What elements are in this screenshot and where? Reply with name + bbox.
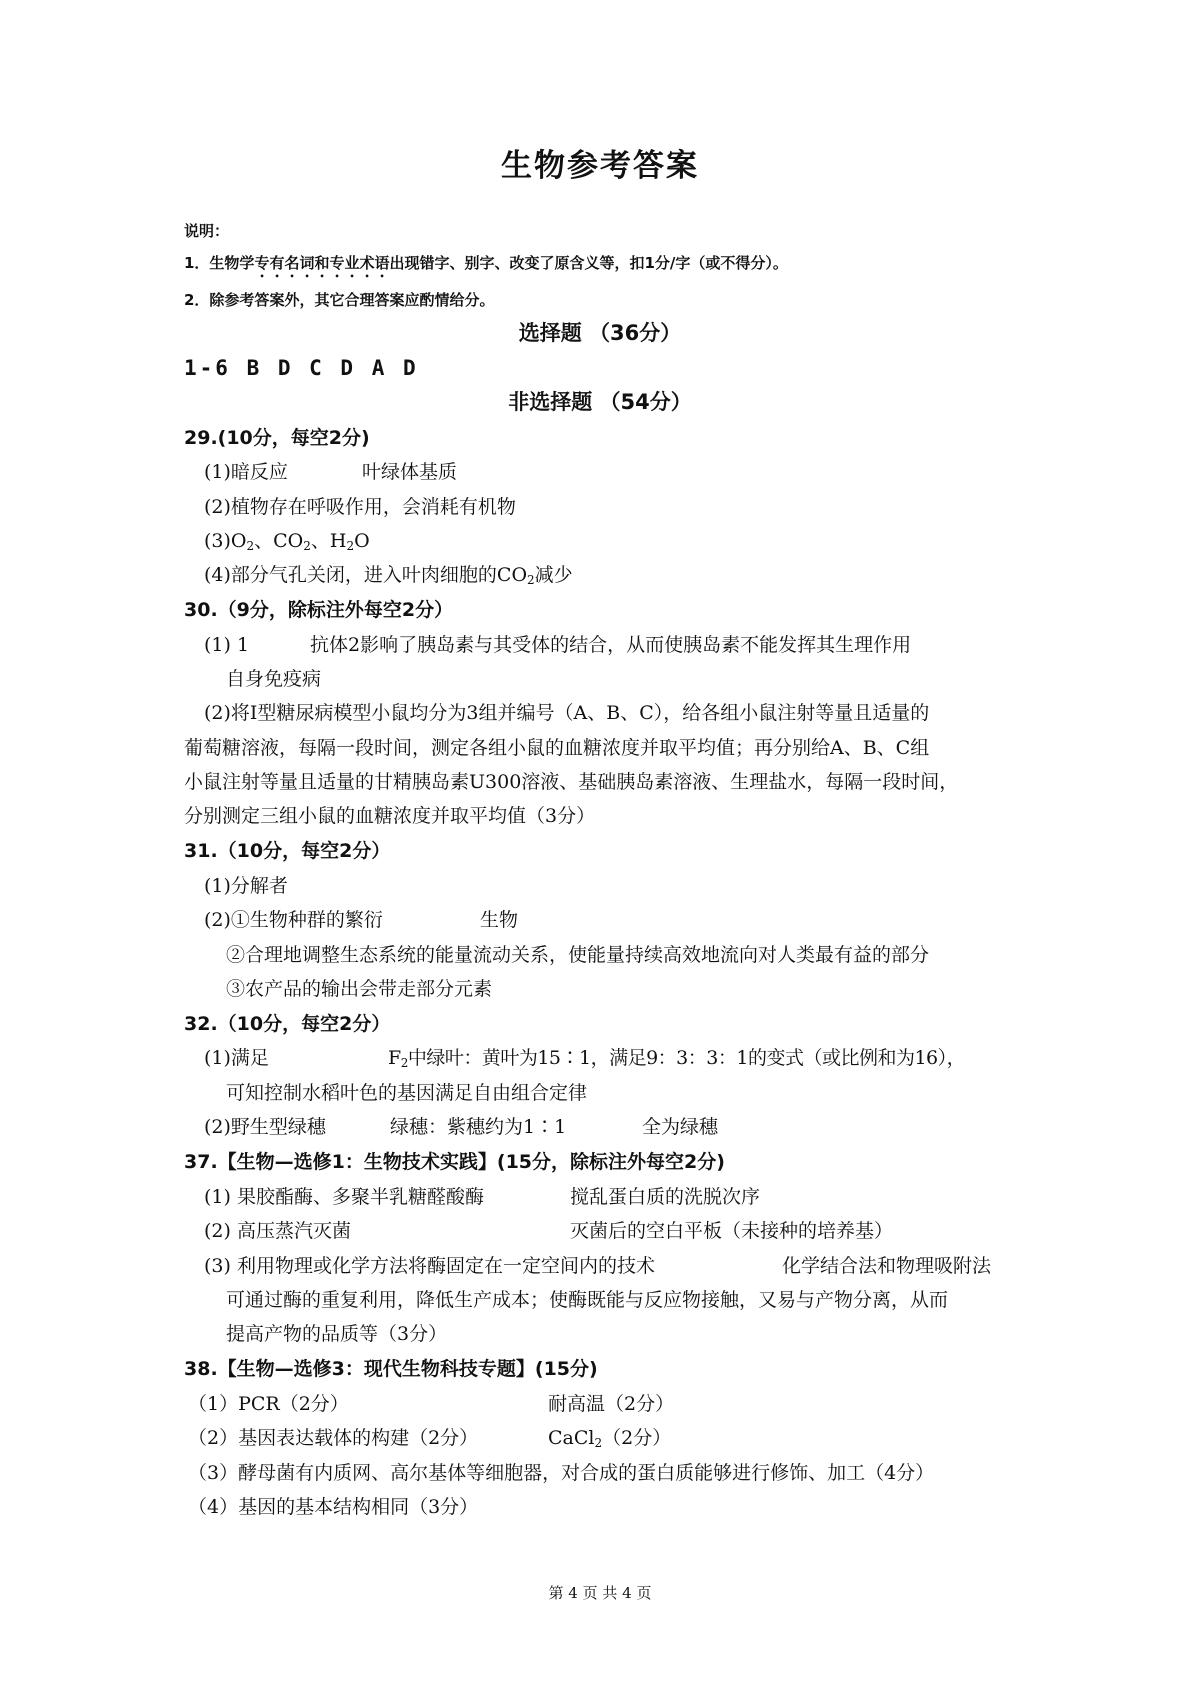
nonchoice-heading: 非选择题 （54分） <box>508 390 692 414</box>
q30-answer-1: (1) 1 <box>204 634 250 656</box>
q29-answer-1b: 叶绿体基质 <box>362 461 458 483</box>
q29-answer-2: (2)植物存在呼吸作用，会消耗有机物 <box>204 496 516 518</box>
q29-answer-4: (4)部分气孔关闭，进入叶肉细胞的$CO_2$减少 <box>204 564 573 587</box>
q30-answer-2-line-4: 分别测定三组小鼠的血糖浓度并取平均值（3分） <box>184 805 596 827</box>
page-footer: 第 4 页 共 4 页 <box>548 1584 652 1602</box>
q32-answer-2c: 全为绿穗 <box>642 1116 719 1138</box>
q30-heading: 30.（9分，除标注外每空2分） <box>184 599 454 621</box>
q38-answer-2: （2）基因表达载体的构建（2分） <box>188 1427 479 1449</box>
q31-answer-1: (1)分解者 <box>204 875 288 897</box>
q29-answer-3: $(3)O_2$、$CO_2$、$H_2O$ <box>204 530 370 553</box>
q37-answer-2b: 灭菌后的空白平板（未接种的培养基） <box>570 1220 894 1242</box>
note-1 <box>184 250 788 281</box>
q37-answer-1b: 搅乱蛋白质的洗脱次序 <box>570 1186 761 1208</box>
q38-answer-4: （4）基因的基本结构相同（3分） <box>188 1496 479 1518</box>
q38-heading: 38.【生物—选修3：现代生物科技专题】(15分) <box>184 1358 598 1380</box>
q31-answer-3: ②合理地调整生态系统的能量流动关系，使能量持续高效地流向对人类最有益的部分 <box>226 944 930 966</box>
q37-answer-2: (2) 高压蒸汽灭菌 <box>204 1220 351 1242</box>
note-1-emphasis: 专有名词和专业术语 <box>254 254 390 272</box>
q32-answer-1: (1)满足 <box>204 1047 269 1069</box>
q32-answer-2b: 绿穗：紫穗约为1∶1 <box>390 1116 567 1138</box>
q30-answer-1c: 自身免疫病 <box>226 668 322 690</box>
q30-answer-2-line-1: (2)将Ⅰ型糖尿病模型小鼠均分为3组并编号（A、B、C），给各组小鼠注射等量且适量的 <box>204 702 930 724</box>
q38-answer-3: （3）酵母菌有内质网、高尔基体等细胞器，对合成的蛋白质能够进行修饰、加工（4分） <box>188 1462 935 1484</box>
choice-answers: 1-6 B D C D A D <box>184 356 419 380</box>
q29-answer-1: (1)暗反应 <box>204 461 288 483</box>
q37-answer-3d: 提高产物的品质等（3分） <box>226 1323 448 1345</box>
note-1-post: 出现错字、别字、改变了原含义等，扣1分/字（或不得分）。 <box>389 254 788 272</box>
q31-answer-2b: 生物 <box>480 909 519 931</box>
q37-answer-3b: 化学结合法和物理吸附法 <box>782 1255 992 1277</box>
q31-heading: 31.（10分，每空2分） <box>184 840 391 862</box>
note-1-pre: 1．生物学 <box>184 254 255 272</box>
q30-answer-2-line-3: 小鼠注射等量且适量的甘精胰岛素U300溶液、基础胰岛素溶液、生理盐水，每隔一段时间， <box>184 771 959 793</box>
q37-heading: 37.【生物—选修1：生物技术实践】(15分，除标注外每空2分) <box>184 1151 725 1173</box>
q37-answer-1: (1) 果胶酯酶、多聚半乳糖醛酸酶 <box>204 1186 484 1208</box>
q30-answer-2-line-2: 葡萄糖溶液，每隔一段时间，测定各组小鼠的血糖浓度并取平均值；再分别给A、B、C组 <box>184 737 930 759</box>
q31-answer-2: (2)①生物种群的繁衍 <box>204 909 383 931</box>
page-title: 生物参考答案 <box>501 148 699 184</box>
q38-answer-2b: CaCl$_2$（2分） <box>548 1427 672 1450</box>
q30-answer-1b: 抗体2影响了胰岛素与其受体的结合，从而使胰岛素不能发挥其生理作用 <box>310 634 912 656</box>
choice-heading: 选择题 （36分） <box>518 321 682 345</box>
q37-answer-3: (3) 利用物理或化学方法将酶固定在一定空间内的技术 <box>204 1255 655 1277</box>
q32-answer-1c: 可知控制水稻叶色的基因满足自由组合定律 <box>226 1082 588 1104</box>
q32-answer-2: (2)野生型绿穗 <box>204 1116 326 1138</box>
note-2: 2．除参考答案外，其它合理答案应酌情给分。 <box>184 291 495 309</box>
q38-answer-1: （1）PCR（2分） <box>188 1393 349 1415</box>
q32-heading: 32.（10分，每空2分） <box>184 1013 391 1035</box>
q29-heading: 29.(10分，每空2分) <box>184 427 370 449</box>
q31-answer-4: ③农产品的输出会带走部分元素 <box>226 978 493 1000</box>
q38-answer-1b: 耐高温（2分） <box>548 1393 675 1415</box>
q37-answer-3c: 可通过酶的重复利用，降低生产成本；使酶既能与反应物接触，又易与产物分离，从而 <box>226 1289 949 1311</box>
q32-answer-1b: $F_2$中绿叶：黄叶为15∶1，满足9：3：3：1的变式（或比例和为16）， <box>388 1047 966 1070</box>
notes-heading: 说明： <box>184 222 230 240</box>
